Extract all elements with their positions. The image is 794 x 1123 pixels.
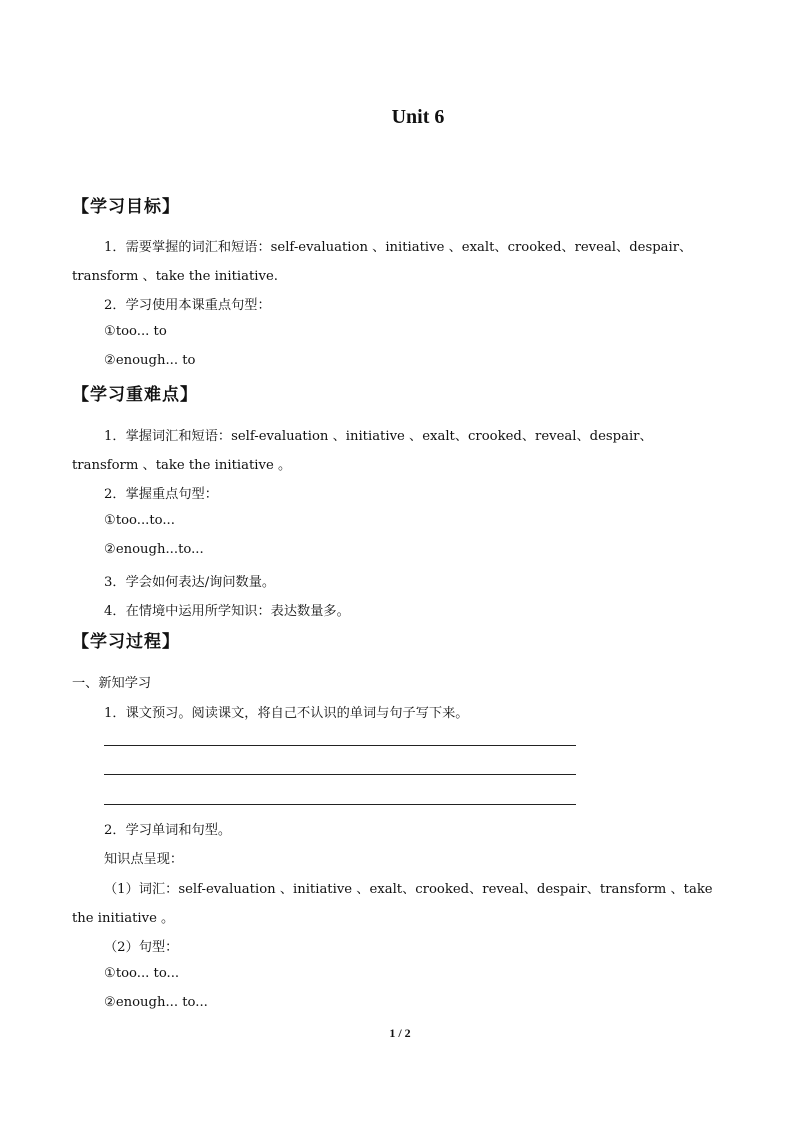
objective-line-2: 2．学习使用本课重点句型： (104, 298, 271, 313)
objective-line-1: 1．需要掌握的词汇和短语：self-evaluation 、initiative 、exalt、crooked、reveal、despair、 (104, 240, 693, 255)
patterns-label: （2）句型： (104, 940, 179, 955)
section-heading-process: 【学习过程】 (72, 632, 180, 652)
pattern-1: ①too... to... (104, 966, 180, 981)
answer-line-1[interactable] (104, 745, 576, 746)
vocab-line-cont: the initiative 。 (72, 911, 175, 926)
keypoint-line-1: 1．掌握词汇和短语：self-evaluation 、initiative 、exalt、crooked、reveal、despair、 (104, 429, 653, 444)
keypoint-pattern-1: ①too...to... (104, 513, 175, 528)
pattern-2: ②enough... to... (104, 995, 208, 1010)
answer-line-2[interactable] (104, 774, 576, 775)
task-1: 1．课文预习。阅读课文，将自己不认识的单词与句子写下来。 (104, 706, 469, 721)
keypoint-line-2: 2．掌握重点句型： (104, 487, 218, 502)
page-title: Unit 6 (391, 106, 445, 128)
objective-pattern-1: ①too... to (104, 324, 167, 339)
vocab-line: （1）词汇：self-evaluation 、initiative 、exalt、crooked、reveal、despair、transform 、take (104, 882, 713, 897)
section-heading-key-points: 【学习重难点】 (72, 385, 198, 405)
section-heading-objectives: 【学习目标】 (72, 197, 180, 217)
keypoint-line-4: 4．在情境中运用所学知识：表达数量多。 (104, 604, 350, 619)
keypoint-pattern-2: ②enough...to... (104, 542, 204, 557)
subheading-new-learning: 一、新知学习 (72, 676, 152, 691)
keypoint-line-3: 3．学会如何表达/询问数量。 (104, 575, 276, 590)
objective-line-1-cont: transform 、take the initiative. (72, 269, 278, 284)
answer-line-3[interactable] (104, 804, 576, 805)
objective-pattern-2: ②enough... to (104, 353, 196, 368)
page-number: 1 / 2 (389, 1026, 411, 1040)
keypoint-line-1-cont: transform 、take the initiative 。 (72, 458, 292, 473)
task-2: 2．学习单词和句型。 (104, 823, 232, 838)
knowledge-label: 知识点呈现： (104, 852, 184, 867)
